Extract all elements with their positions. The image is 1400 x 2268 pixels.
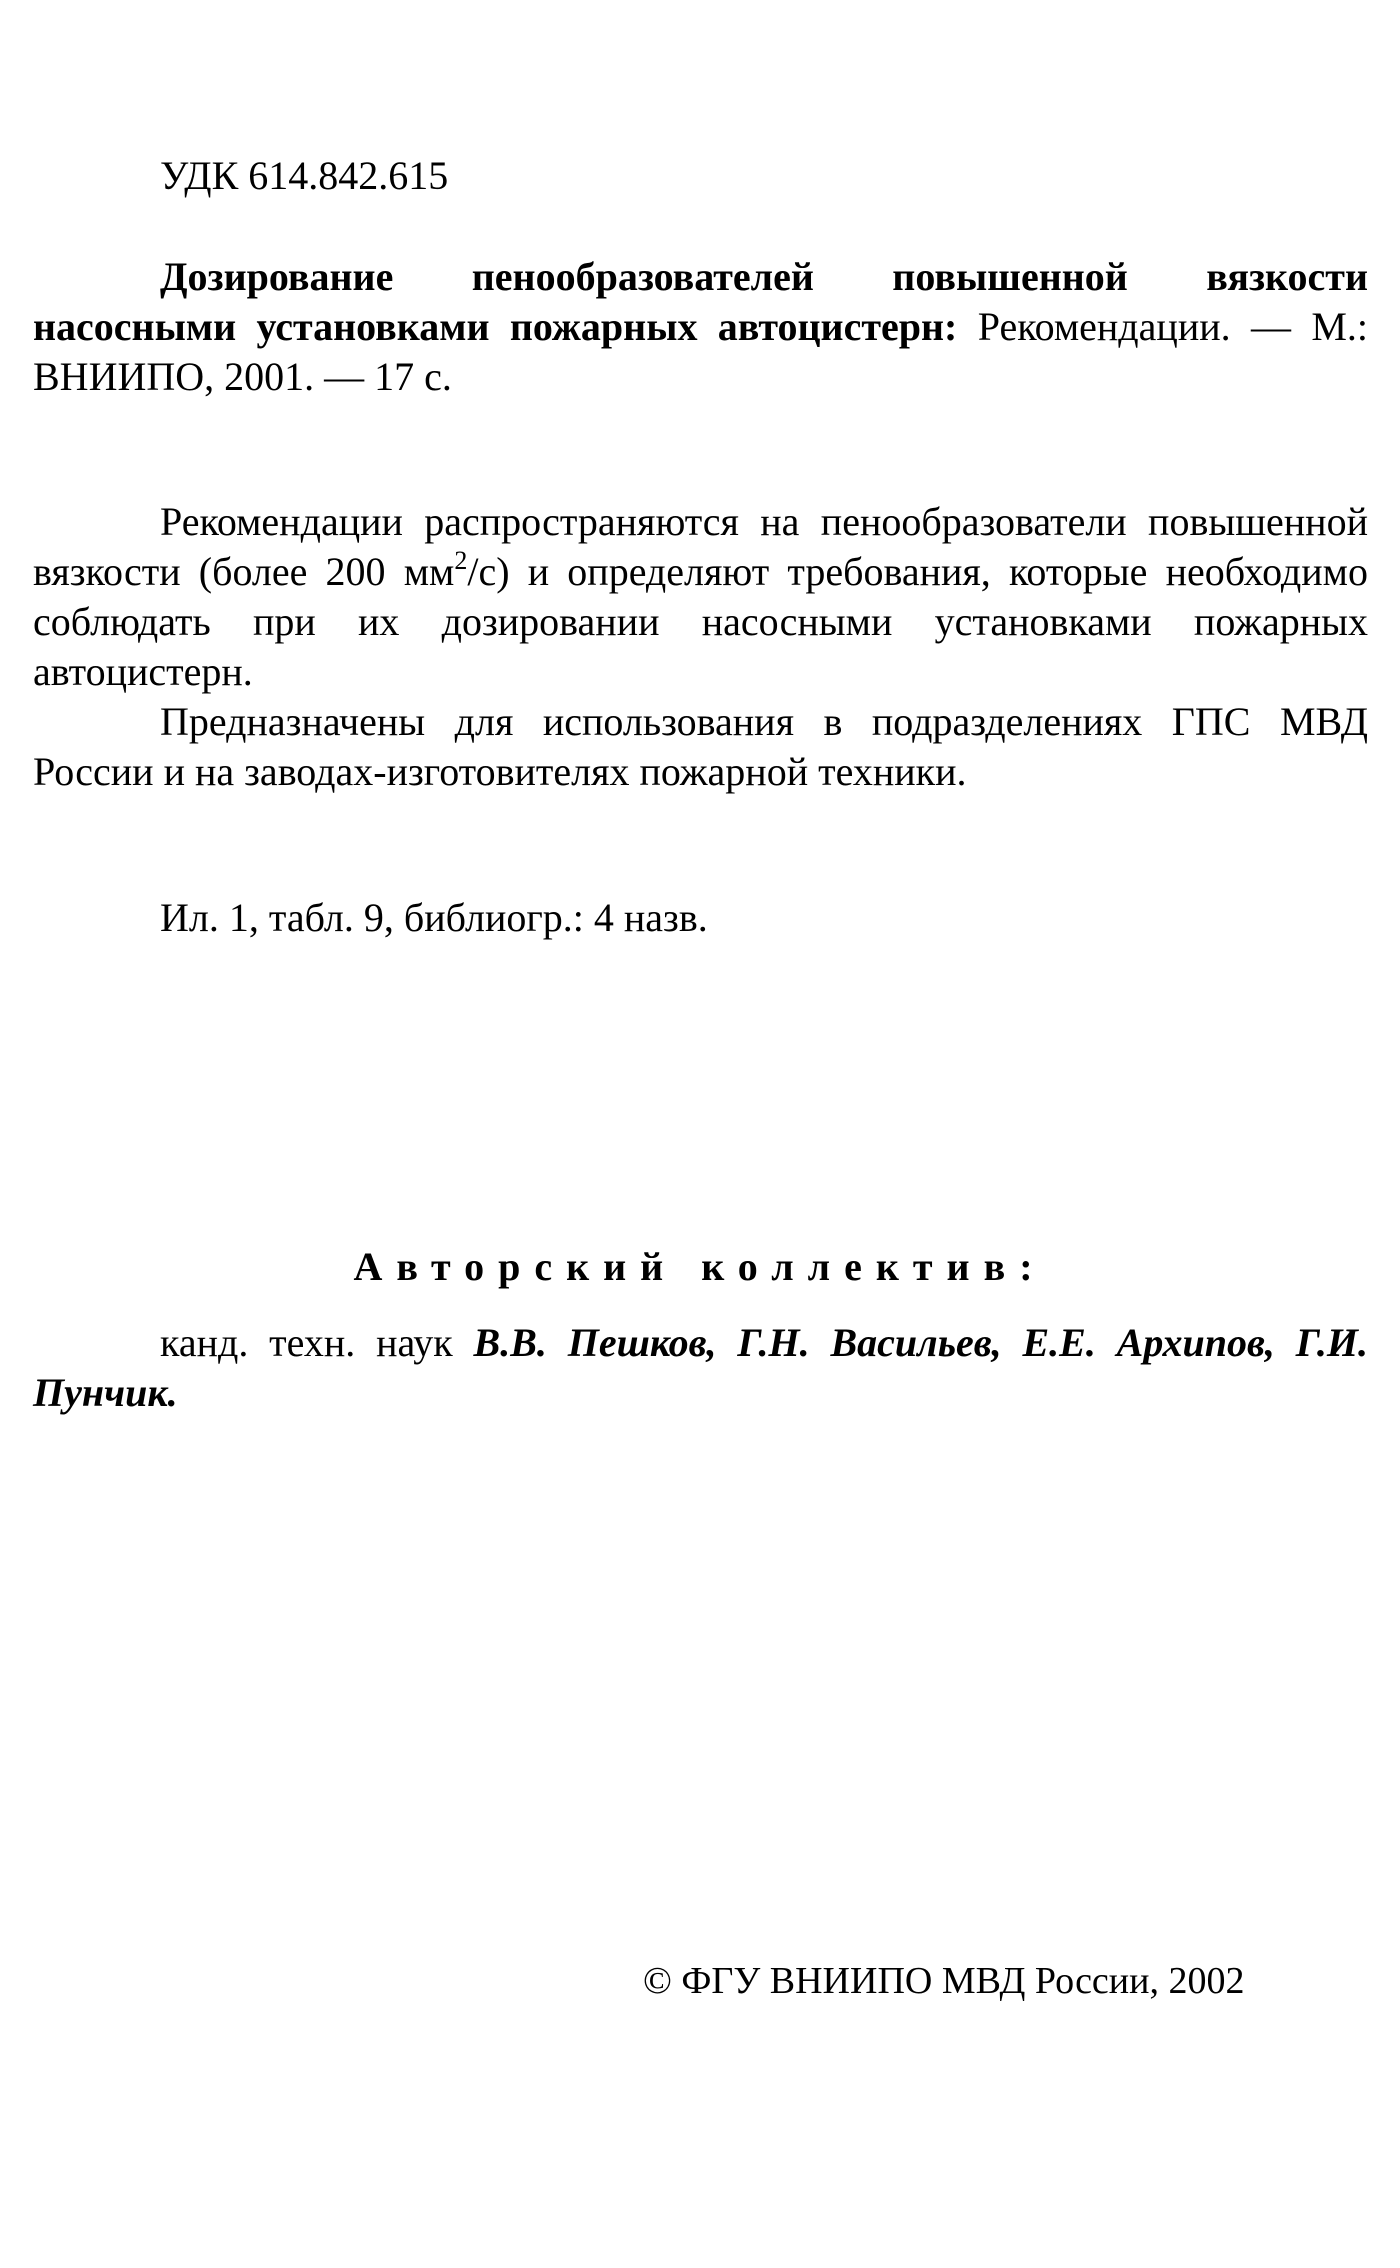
abstract-p1-start: Рекомендации распространяются на пенообразователи повышенной вязкости (более 200 мм — [33, 499, 1368, 594]
authors-list — [33, 1318, 1368, 1418]
abstract-paragraph-1 — [33, 497, 1368, 697]
bibliographic-record — [33, 252, 1368, 402]
abstract — [33, 497, 1368, 797]
viscosity-unit-superscript: 2 — [454, 546, 468, 575]
authors-heading: Авторский коллектив: — [353, 1244, 1047, 1289]
udk-code: УДК 614.842.615 — [160, 153, 449, 198]
publication-title: Дозирование пенообразователей повышенной вязкости насосными установками пожарных автоцистерн: — [33, 254, 1368, 349]
abstract-paragraph-2: Предназначены для использования в подразделениях ГПС МВД России и на заводах-изготовителях пожарной техники. — [33, 699, 1368, 794]
publication-details: Рекомендации. — М.: ВНИИПО, 2001. — 17 с. — [33, 304, 1368, 399]
abstract-p1-end: /с) и определяют требования, которые необходимо соблюдать при их дозировании насосными установками пожарных автоцистерн. — [33, 549, 1368, 694]
authors-names: В.В. Пешков, Г.Н. Васильев, Е.Е. Архипов, Г.И. Пунчик. — [33, 1320, 1369, 1415]
illustrations-note: Ил. 1, табл. 9, библиогр.: 4 назв. — [160, 895, 708, 940]
copyright-notice: © ФГУ ВНИИПО МВД России, 2002 — [643, 1960, 1245, 2002]
authors-degree: канд. техн. наук — [160, 1320, 474, 1365]
